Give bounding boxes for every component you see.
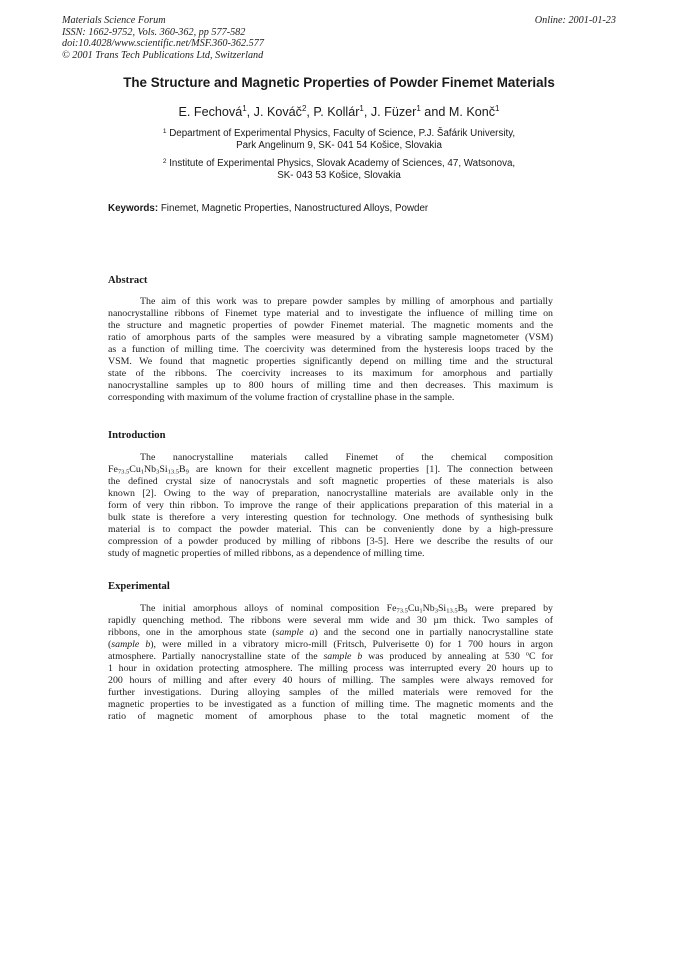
author: J. Kováč (253, 105, 302, 119)
paper-title: The Structure and Magnetic Properties of Powder Finemet Materials (123, 75, 555, 90)
journal-name: Materials Science Forum (62, 15, 166, 26)
keywords-label: Keywords: (108, 203, 159, 214)
text-line: (sample b), were milled in a vibratory micro-mill (Fritsch, Pulverisette 0) for 1 700 hours in argon (108, 639, 553, 651)
author-list (0, 105, 678, 119)
affil-line: Institute of Experimental Physics, Slovak Academy of Sciences, 47, Watsonova, (169, 158, 516, 169)
online-date: Online: 2001-01-23 (534, 15, 616, 26)
text-line: rapidly quenching method. The ribbons were several mm wide and 30 µm thick. Two samples of (108, 615, 553, 627)
author-separator: , (306, 105, 314, 119)
author-separator: , (363, 105, 371, 119)
author: P. Kollár (313, 105, 360, 119)
sample-a-label: sample a (275, 627, 315, 639)
text-line: nanocrystalline samples up to 800 hours of milling time and then decreases. This maximum is (108, 380, 553, 392)
introduction-text (108, 452, 553, 560)
experimental-text (108, 603, 553, 723)
text-line: further investigations. During alloying samples of the milled materials were removed for the (108, 687, 553, 699)
affiliation-1 (0, 128, 678, 153)
author: J. Füzer (370, 105, 417, 119)
abstract-heading: Abstract (108, 275, 148, 286)
author: M. Konč (448, 105, 496, 119)
author-affil-marker: 1 (416, 104, 421, 113)
author-affil-marker: 1 (359, 104, 364, 113)
introduction-heading: Introduction (108, 430, 166, 441)
introduction-lines (108, 476, 553, 560)
abstract-text (108, 296, 553, 404)
text-line: state of the ribbons. The coercivity increases to its maximum for amorphous and partially (108, 368, 553, 380)
text-line: 1 hour in oxidation protecting atmosphere. The milling process was interrupted every 20 hours up to (108, 663, 553, 675)
chemical-formula: $Fe_{73.5}Cu_1Nb_3Si_{13.5}B_9$ (386, 603, 468, 615)
journal-header (62, 15, 264, 61)
text-line: ratio of magnetic moment of amorphous phase to the total magnetic moment of the (108, 711, 553, 723)
text-line: ratio of amorphous parts of the samples were measured by a vibrating sample magnetometer (VSM) (108, 332, 553, 344)
keywords-text: Finemet, Magnetic Properties, Nanostructured Alloys, Powder (160, 203, 429, 214)
text-line: atmosphere. Partially nanocrystalline state of the sample b was produced by annealing at 530 $^o$C for (108, 651, 553, 663)
author-affil-marker: 1 (242, 104, 247, 113)
text-line: the defined crystal size of nanocrystals and soft magnetic properties of these materials is also (108, 476, 553, 488)
text-line: as a function of milling time. The coercivity was determined from the hysteresis loops traced by the (108, 344, 553, 356)
experimental-heading: Experimental (108, 581, 170, 592)
text-line: magnetic properties to be investigated as a function of milling time. The magnetic moments and the (108, 699, 553, 711)
text-line: nanocrystalline ribbons of Finemet type material and to investigate the influence of milling time on (108, 308, 553, 320)
text-line: ribbons, one in the amorphous state (sample a) and the second one in partially nanocrystalline state (108, 627, 553, 639)
affil-line: Department of Experimental Physics, Faculty of Science, P.J. Šafárik University, (169, 128, 516, 139)
affil-line: Park Angelinum 9, SK- 041 54 Košice, Slovakia (236, 140, 442, 152)
experimental-lines (108, 663, 553, 723)
copyright-line: © 2001 Trans Tech Publications Ltd, Switzerland (62, 49, 264, 61)
sample-b-label: sample b (323, 651, 363, 663)
text-line: The nanocrystalline materials called Finemet of the chemical composition (140, 452, 553, 463)
text-line: VSM. We found that magnetic properties significantly depend on milling time and the structural (108, 356, 553, 368)
text-line: compression of a powder produced by milling of ribbons [3-5]. Here we describe the results of our (108, 536, 553, 548)
affil-number: 2 (162, 158, 167, 165)
text-line: The initial amorphous alloys of nominal composition $Fe_{73.5}Cu_1Nb_3Si_{13.5}B_9$ were prepared by (140, 603, 553, 615)
author-separator: and (420, 105, 449, 119)
chemical-formula: $Fe_{73.5}Cu_1Nb_3Si_{13.5}B_9$ (108, 464, 189, 476)
text-line: The aim of this work was to prepare powder samples by milling of amorphous and partially (140, 296, 553, 307)
affil-line: SK- 043 53 Košice, Slovakia (277, 170, 401, 182)
author: E. Fechová (178, 105, 243, 119)
keywords (108, 203, 428, 214)
text-line: form of very thin ribbon. To improve the range of their applications preparation of this material in a (108, 500, 553, 512)
issn-line: ISSN: 1662-9752, Vols. 360-362, pp 577-582 (62, 26, 246, 38)
text-line: material is to compact the powder material. This can be conveniently done by a high-pressure (108, 524, 553, 536)
text-line: corresponding with maximum of the volume fraction of crystalline phase in the sample. (108, 392, 455, 404)
text-line: 200 hours of milling and after every 40 hours of milling. The samples were always removed for (108, 675, 553, 687)
author-separator: , (246, 105, 254, 119)
affil-number: 1 (162, 128, 167, 135)
author-affil-marker: 1 (495, 104, 500, 113)
affiliation-2 (0, 158, 678, 183)
text-line: $Fe_{73.5}Cu_1Nb_3Si_{13.5}B_9$ are known for their excellent magnetic properties [1]. The connection between (108, 464, 553, 476)
sample-b-label: sample b (111, 639, 151, 651)
text-line: study of magnetic properties of milled ribbons, as a dependence of milling time. (108, 548, 425, 560)
text-line: bulk state is therefore a very interesting question for technology. One methods of synthesising bulk (108, 512, 553, 524)
author-affil-marker: 2 (301, 104, 307, 113)
text-line: known [2]. Owing to the way of preparation, nanocrystalline materials are available only in the (108, 488, 553, 500)
text-line: the structure and magnetic properties of powder Finemet material. The magnetic moments and the (108, 320, 553, 332)
doi-line: doi:10.4028/www.scientific.net/MSF.360-362.577 (62, 38, 264, 50)
